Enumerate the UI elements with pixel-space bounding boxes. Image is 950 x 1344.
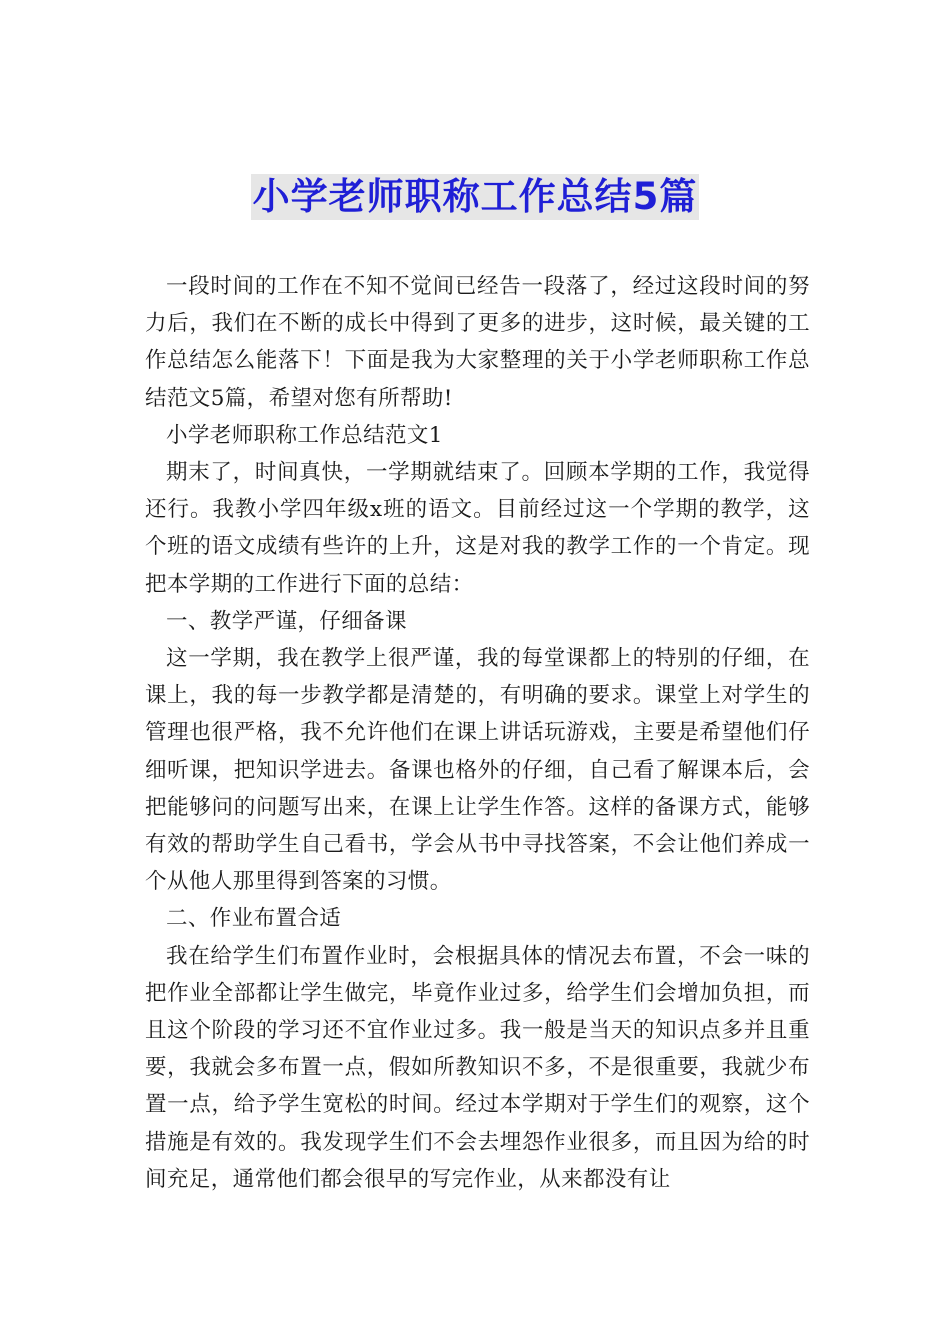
subheading-teaching: 一、教学严谨，仔细备课 <box>166 608 407 634</box>
body-paragraph: 这一学期，我在教学上很严谨，我的每堂课都上的特别的仔细，在课上，我的每一步教学都是清楚的，有明确的要求。课堂上对学生的管理也很严格，我不允许他们在课上讲话玩游戏，主要是希望他们仔细听课，把知识学进去。备课也格外的仔细，自己看了解课本后，会把能够问的问题写出来，在课上让学生作答。这样的备课方式，能够有效的帮助学生自己看书，学会从书中寻找答案，不会让他们养成一个从他人那里得到答案的习惯。 <box>145 646 810 895</box>
document-title: 小学老师职称工作总结5篇 <box>252 175 698 218</box>
subheading-homework: 二、作业布置合适 <box>166 906 342 932</box>
body-paragraph: 期末了，时间真快，一学期就结束了。回顾本学期的工作，我觉得还行。我教小学四年级x班的语文。目前经过这一个学期的教学，这个班的语文成绩有些许的上升，这是对我的教学工作的一个肯定。现把本学期的工作进行下面的总结： <box>145 460 810 597</box>
section-heading-sample-1: 小学老师职称工作总结范文1 <box>166 422 443 448</box>
body-paragraph: 我在给学生们布置作业时，会根据具体的情况去布置，不会一味的把作业全部都让学生做完，毕竟作业过多，给学生们会增加负担，而且这个阶段的学习还不宜作业过多。我一般是当天的知识点多并且重要，我就会多布置一点，假如所教知识不多，不是很重要，我就少布置一点，给予学生宽松的时间。经过本学期对于学生们的观察，这个措施是有效的。我发现学生们不会去埋怨作业很多，而且因为给的时间充足，通常他们都会很早的写完作业，从来都没有让 <box>145 943 810 1192</box>
intro-paragraph: 一段时间的工作在不知不觉间已经告一段落了，经过这段时间的努力后，我们在不断的成长中得到了更多的进步，这时候，最关键的工作总结怎么能落下！下面是我为大家整理的关于小学老师职称工作总结范文5篇，希望对您有所帮助! <box>145 274 810 411</box>
title-container <box>0 174 950 220</box>
document-body <box>145 268 810 1198</box>
